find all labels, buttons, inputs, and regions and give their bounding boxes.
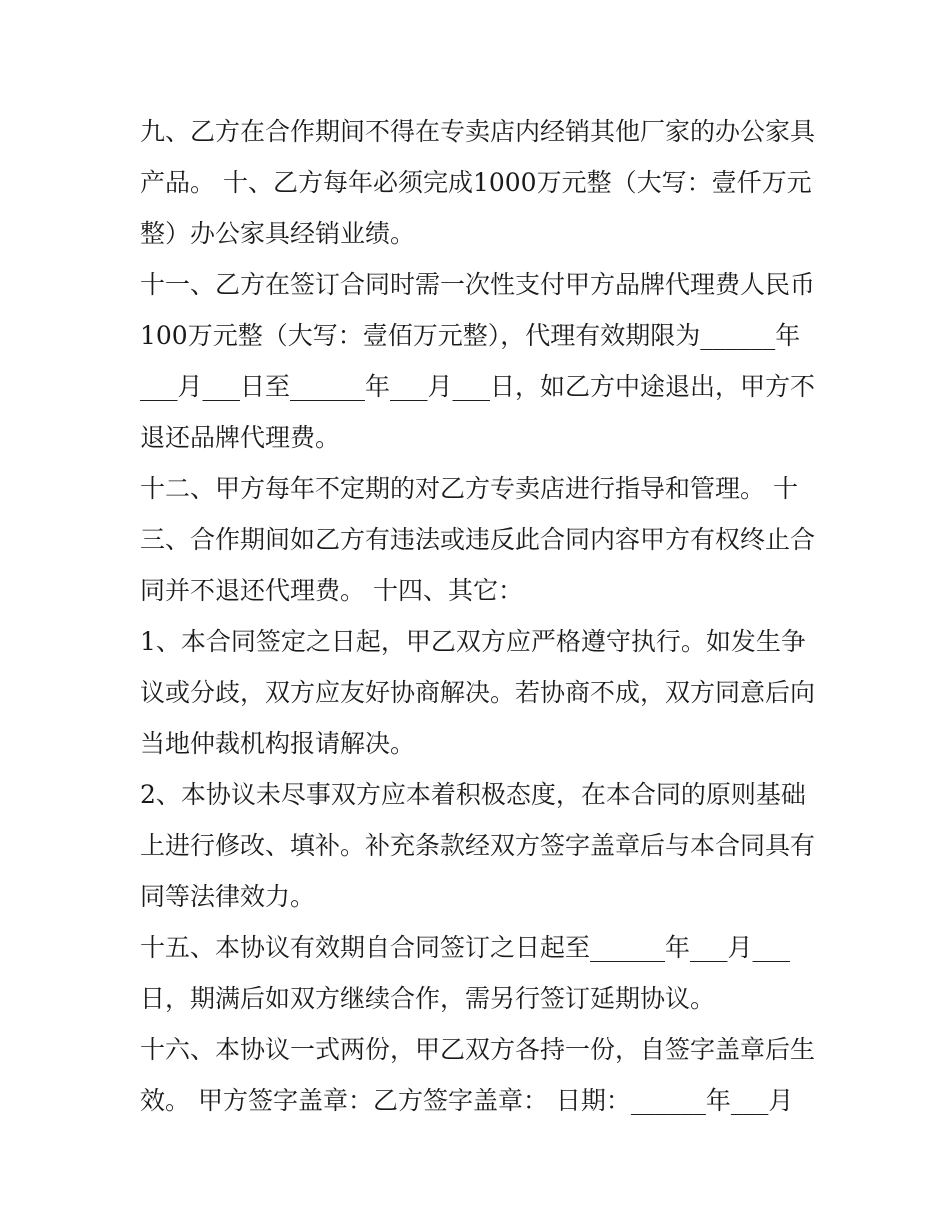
text-line-14: 2、本协议未尽事双方应本着积极态度，在本合同的原则基础 (140, 780, 806, 809)
text-line-1: 九、乙方在合作期间不得在专卖店内经销其他厂家的办公家具 (140, 117, 816, 146)
text-line-15: 上进行修改、填补。补充条款经双方签字盖章后与本合同具有 (140, 831, 816, 860)
text-line-16: 同等法律效力。 (140, 882, 316, 911)
text-line-7: 退还品牌代理费。 (140, 423, 341, 452)
text-line-19: 十六、本协议一式两份，甲乙双方各持一份，自签字盖章后生 (140, 1035, 816, 1064)
text-line-4: 十一、乙方在签订合同时需一次性支付甲方品牌代理费人民币 (140, 270, 816, 299)
text-line-11: 1、本合同签定之日起，甲乙双方应严格遵守执行。如发生争 (140, 627, 806, 656)
text-line-5: 100万元整（大写：壹佰万元整），代理有效期限为______年 (140, 321, 801, 350)
text-line-13: 当地仲裁机构报请解决。 (140, 729, 416, 758)
text-line-17: 十五、本协议有效期自合同签订之日起至______年___月___ (140, 933, 791, 962)
text-line-8: 十二、甲方每年不定期的对乙方专卖店进行指导和管理。 十 (140, 474, 798, 503)
text-line-6: ___月___日至______年___月___日，如乙方中途退出，甲方不 (140, 372, 816, 401)
text-line-2: 产品。 十、乙方每年必须完成1000万元整（大写：壹仟万元 (140, 168, 812, 197)
text-line-10: 同并不退还代理费。 十四、其它： (140, 576, 523, 605)
text-line-12: 议或分歧，双方应友好协商解决。若协商不成，双方同意后向 (140, 678, 816, 707)
text-line-20: 效。 甲方签字盖章：乙方签字盖章： 日期：______年___月 (140, 1086, 794, 1115)
text-line-9: 三、合作期间如乙方有违法或违反此合同内容甲方有权终止合 (140, 525, 816, 554)
text-line-3: 整）办公家具经销业绩。 (140, 219, 416, 248)
text-line-18: 日，期满后如双方继续合作，需另行签订延期协议。 (140, 984, 716, 1013)
contract-text (140, 106, 820, 1126)
